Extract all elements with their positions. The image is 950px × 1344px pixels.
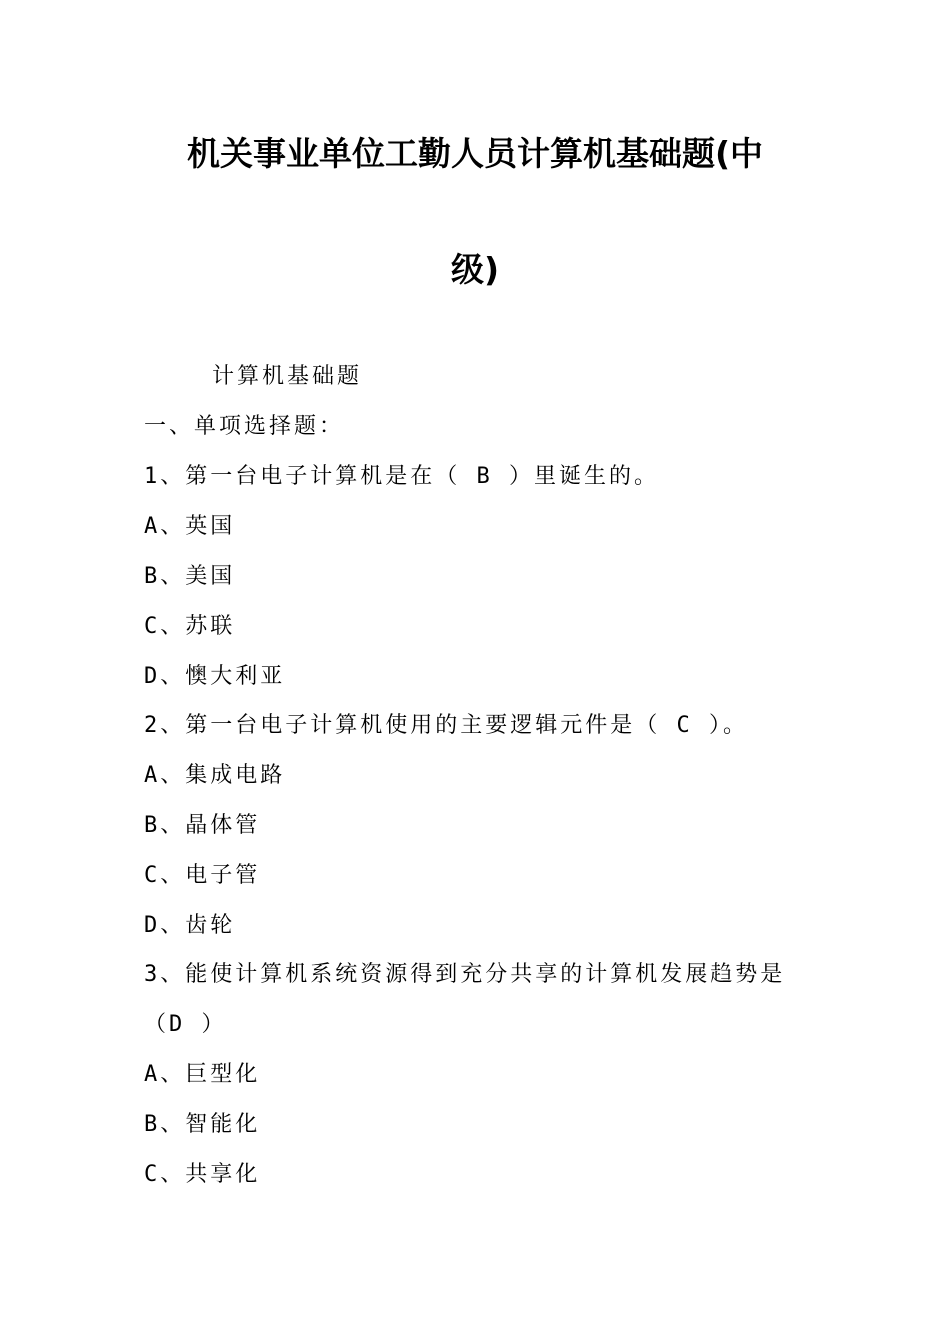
question-3-stem-continuation: （D ）: [144, 1012, 227, 1037]
part-heading: 一、单项选择题：: [144, 414, 345, 439]
question-2-option-d: D、齿轮: [144, 913, 236, 938]
question-3-stem: 3、能使计算机系统资源得到充分共享的计算机发展趋势是: [144, 962, 786, 987]
question-1-option-d: D、懊大利亚: [144, 664, 286, 689]
question-2-stem: 2、第一台电子计算机使用的主要逻辑元件是（ C ）。: [144, 713, 748, 738]
question-1-option-b: B、美国: [144, 564, 236, 589]
question-3-option-a: A、巨型化: [144, 1062, 261, 1087]
document-title-line-2: 级): [450, 250, 500, 289]
question-1-option-c: C、苏联: [144, 614, 236, 639]
document-title-line-1: 机关事业单位工勤人员计算机基础题(中: [186, 134, 764, 173]
section-heading: 计算机基础题: [212, 364, 363, 389]
question-2-option-a: A、集成电路: [144, 763, 286, 788]
question-1-option-a: A、英国: [144, 514, 236, 539]
question-1-stem: 1、第一台电子计算机是在（ B ）里诞生的。: [144, 464, 659, 489]
question-3-option-c: C、共享化: [144, 1162, 261, 1187]
question-3-option-b: B、智能化: [144, 1112, 261, 1137]
question-2-option-b: B、晶体管: [144, 813, 261, 838]
question-2-option-c: C、电子管: [144, 863, 261, 888]
